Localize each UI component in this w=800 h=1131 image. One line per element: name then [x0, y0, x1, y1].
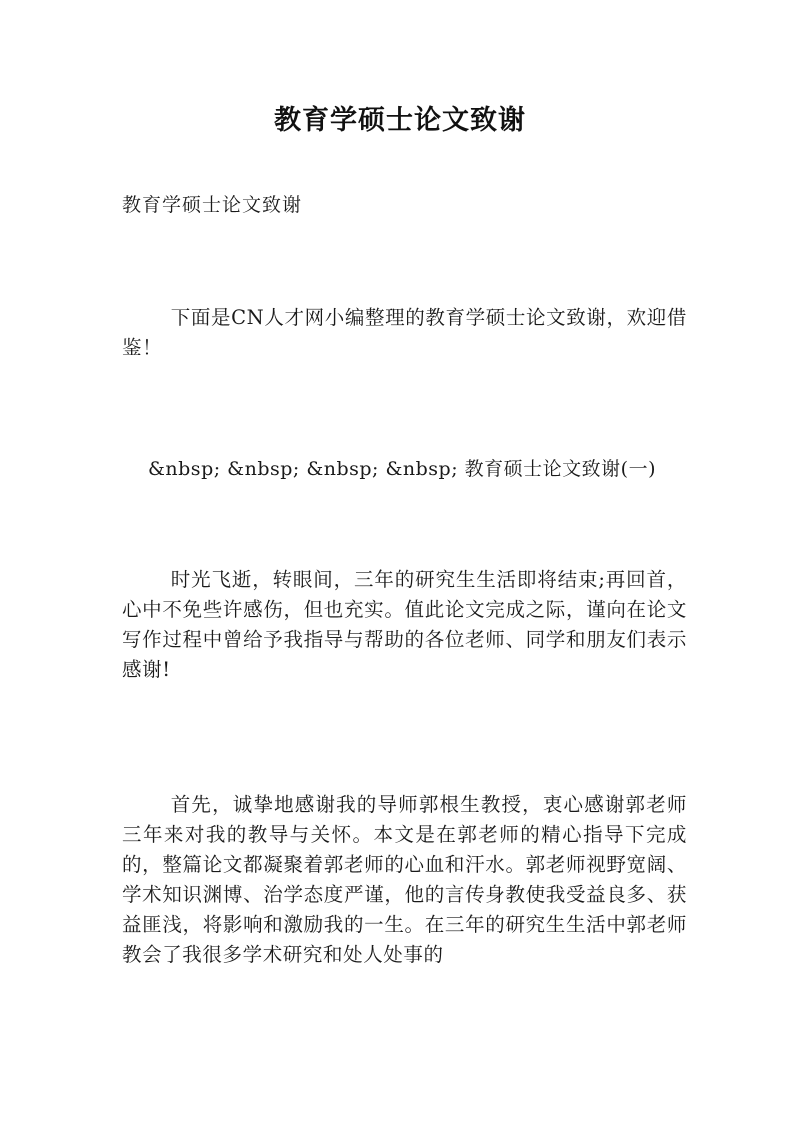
document-subtitle: 教育学硕士论文致谢 [122, 194, 303, 216]
document-title: 教育学硕士论文致谢 [274, 105, 526, 136]
section-heading: &nbsp; &nbsp; &nbsp; &nbsp; 教育硕士论文致谢(一) [148, 458, 656, 480]
body-paragraph-2: 首先，诚挚地感谢我的导师郭根生教授，衷心感谢郭老师三年来对我的教导与关怀。本文是在郭老师的精心指导下完成的，整篇论文都凝聚着郭老师的心血和汗水。郭老师视野宽阔、学术知识渊博、治学态度严谨，他的言传身教使我受益良多、获益匪浅，将影响和激励我的一生。在三年的研究生生活中郭老师教会了我很多学术研究和处人处事的 [122, 793, 687, 966]
body-paragraph-1: 时光飞逝，转眼间，三年的研究生生活即将结束;再回首，心中不免些许感伤，但也充实。值此论文完成之际，谨向在论文写作过程中曾给予我指导与帮助的各位老师、同学和朋友们表示感谢! [122, 568, 687, 681]
intro-paragraph: 下面是CN人才网小编整理的教育学硕士论文致谢，欢迎借鉴！ [122, 306, 687, 359]
